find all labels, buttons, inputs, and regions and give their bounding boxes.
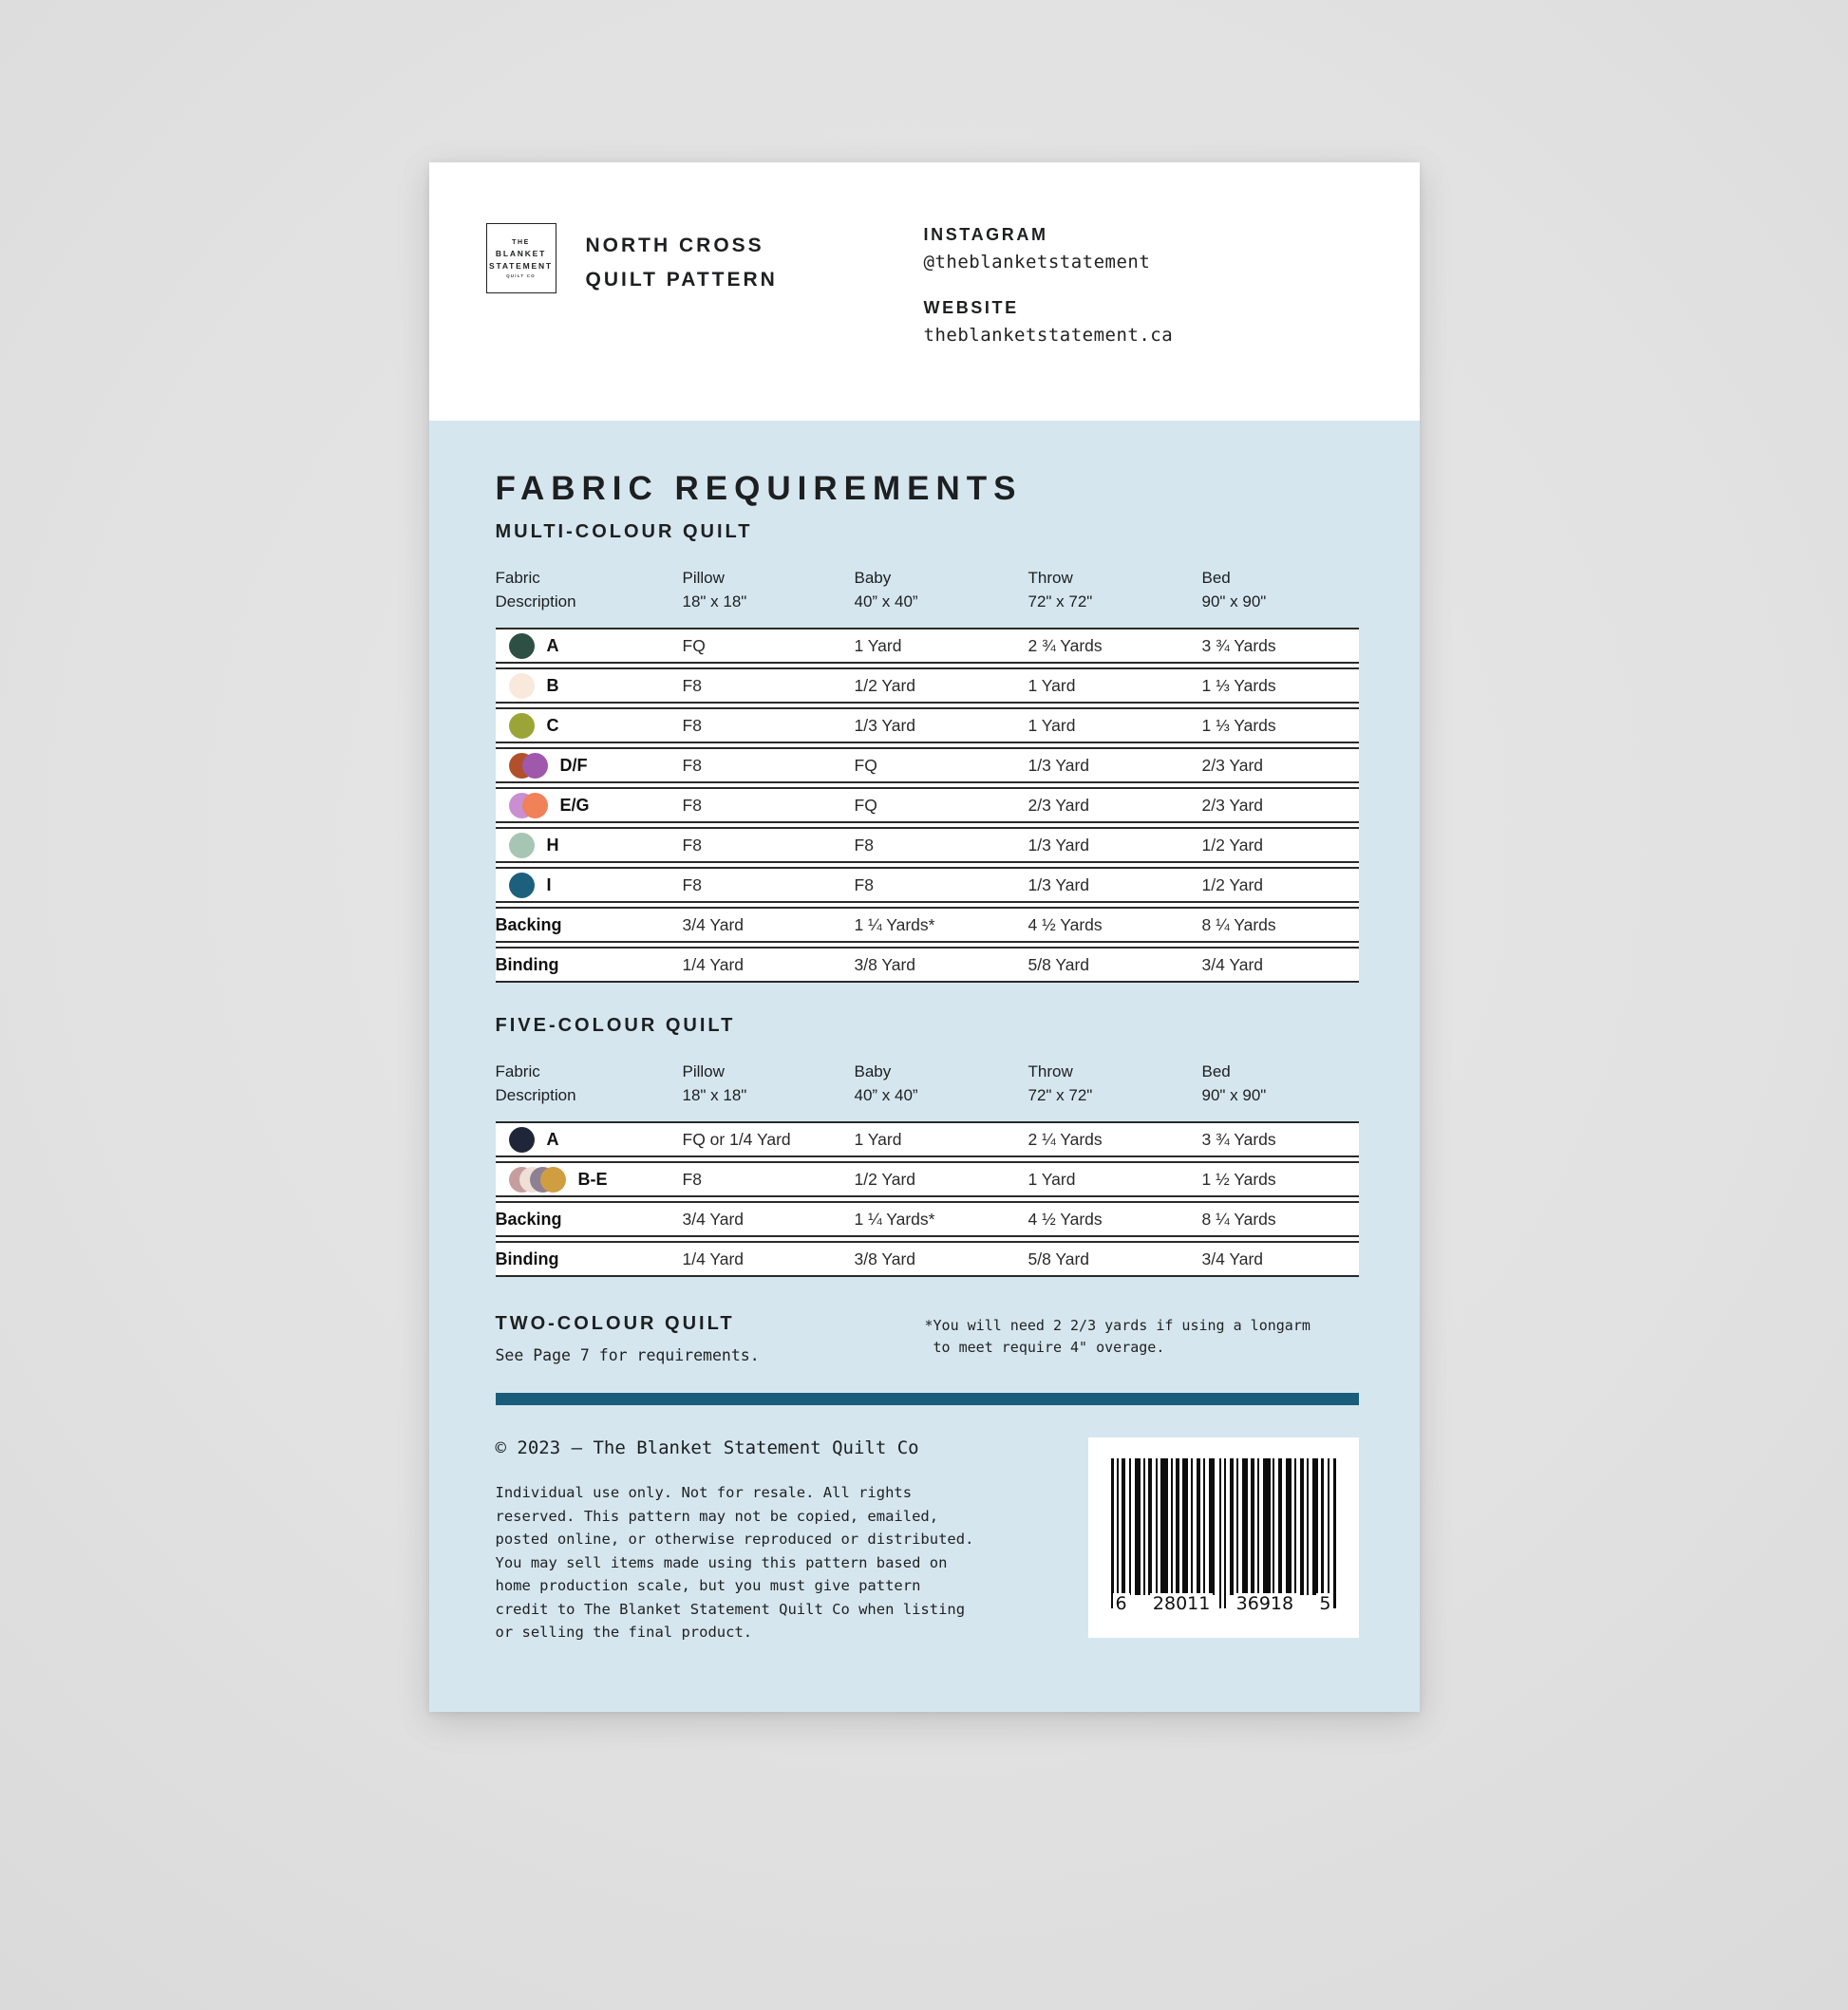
website-label: WEBSITE	[923, 298, 1019, 317]
five-colour-quilt-heading: FIVE-COLOUR QUILT	[495, 1015, 736, 1036]
pillow-value: F8	[682, 795, 702, 815]
baby-value: 1/2 Yard	[854, 675, 916, 695]
bed-value: 1 ½ Yards	[1201, 1169, 1276, 1189]
pillow-value: 1/4 Yard	[682, 954, 745, 974]
five-colour-table	[496, 1121, 1359, 1277]
backing-row	[496, 1201, 1359, 1237]
pillow-value: F8	[682, 1169, 702, 1189]
throw-value: 1 Yard	[1028, 715, 1076, 735]
page-title: FABRIC REQUIREMENTS	[495, 470, 1023, 507]
logo-text: THE	[512, 238, 530, 246]
col-header-fabric: Fabric Description	[495, 1062, 576, 1104]
bed-value: 1 ⅓ Yards	[1201, 715, 1276, 735]
fabric-i-swatch	[509, 873, 535, 898]
baby-value: FQ	[854, 795, 877, 815]
throw-value: 2/3 Yard	[1028, 795, 1090, 815]
fabric-requirements-section	[429, 470, 1420, 1644]
barcode	[1088, 1437, 1359, 1638]
table-header	[496, 1060, 1359, 1107]
color-dot	[509, 833, 535, 858]
fabric-label: B	[546, 675, 559, 695]
col-header-baby: Baby 40” x 40”	[854, 569, 918, 611]
copyright-line: © 2023 – The Blanket Statement Quilt Co	[495, 1437, 919, 1458]
fabric-row-df	[496, 747, 1359, 783]
color-dot	[540, 1167, 566, 1193]
color-dot	[509, 873, 535, 898]
fabric-row-a	[496, 628, 1359, 664]
two-colour-quilt-heading: TWO-COLOUR QUILT	[495, 1313, 735, 1334]
throw-value: 1/3 Yard	[1028, 755, 1090, 775]
bed-value: 1/2 Yard	[1201, 874, 1264, 894]
backing-label: Backing	[495, 914, 562, 934]
fabric-label: C	[546, 715, 559, 735]
pillow-value: F8	[682, 715, 702, 735]
logo-text: STATEMENT	[489, 260, 553, 271]
multi-colour-quilt-heading: MULTI-COLOUR QUILT	[495, 521, 753, 542]
baby-value: 1/2 Yard	[854, 1169, 916, 1189]
pillow-value: F8	[682, 835, 702, 855]
backing-label: Backing	[495, 1209, 562, 1229]
pattern-title-line2: QUILT PATTERN	[585, 269, 778, 291]
baby-value: 1/3 Yard	[854, 715, 916, 735]
fabric-row-b	[496, 667, 1359, 704]
throw-value: 5/8 Yard	[1028, 1249, 1090, 1268]
fabric-row-i	[496, 867, 1359, 903]
fabric-h-swatch	[509, 833, 535, 858]
two-colour-quilt-block	[496, 1313, 925, 1364]
bottom-row	[496, 1313, 1359, 1364]
binding-row	[496, 1241, 1359, 1277]
color-dot	[509, 713, 535, 739]
multi-colour-table	[496, 628, 1359, 983]
baby-value: 1 ¼ Yards*	[854, 914, 935, 934]
col-header-throw: Throw 72" x 72"	[1028, 569, 1093, 611]
instagram-block	[924, 225, 1174, 272]
bed-value: 2/3 Yard	[1201, 795, 1264, 815]
baby-value: 1 Yard	[854, 635, 902, 655]
brand-logo	[486, 223, 556, 293]
bed-value: 1 ⅓ Yards	[1201, 675, 1276, 695]
instagram-label: INSTAGRAM	[923, 225, 1048, 244]
instagram-handle[interactable]: @theblanketstatement	[923, 252, 1151, 272]
logo-text: QUILT CO	[506, 272, 536, 278]
fabric-row-a5	[496, 1121, 1359, 1157]
throw-value: 5/8 Yard	[1028, 954, 1090, 974]
footnote-line2: to meet require 4" overage.	[924, 1339, 1165, 1356]
throw-value: 1/3 Yard	[1028, 835, 1090, 855]
pillow-value: F8	[682, 755, 702, 775]
bed-value: 3/4 Yard	[1201, 1249, 1264, 1268]
fabric-a5-swatch	[509, 1127, 535, 1153]
pillow-value: 1/4 Yard	[682, 1249, 745, 1268]
contact-info	[924, 225, 1174, 346]
bed-value: 1/2 Yard	[1201, 835, 1264, 855]
bed-value: 8 ¼ Yards	[1201, 1209, 1276, 1229]
baby-value: 1 Yard	[854, 1129, 902, 1149]
fabric-b-swatch	[509, 673, 535, 699]
baby-value: F8	[854, 835, 874, 855]
pillow-value: FQ	[682, 635, 706, 655]
baby-value: F8	[854, 874, 874, 894]
pattern-back-cover	[429, 162, 1420, 1712]
color-dot	[509, 633, 535, 659]
fabric-be-swatch	[509, 1167, 566, 1193]
binding-label: Binding	[495, 1249, 559, 1268]
col-header-bed: Bed 90" x 90"	[1201, 1062, 1267, 1104]
pillow-value: F8	[682, 675, 702, 695]
bed-value: 2/3 Yard	[1201, 755, 1264, 775]
col-header-pillow: Pillow 18" x 18"	[682, 1062, 747, 1104]
fabric-row-eg	[496, 787, 1359, 823]
fabric-df-swatch	[509, 753, 548, 779]
teal-divider	[496, 1393, 1359, 1405]
pillow-value: F8	[682, 874, 702, 894]
bed-value: 8 ¼ Yards	[1201, 914, 1276, 934]
col-header-throw: Throw 72" x 72"	[1028, 1062, 1093, 1104]
header	[429, 162, 1420, 421]
fabric-label: H	[546, 835, 559, 855]
color-dot	[509, 1127, 535, 1153]
throw-value: 1 Yard	[1028, 675, 1076, 695]
logo-text: BLANKET	[495, 248, 547, 258]
longarm-footnote	[925, 1313, 1359, 1364]
copyright-block	[496, 1437, 1028, 1644]
fabric-label: D/F	[559, 755, 588, 775]
barcode-bars	[1111, 1458, 1336, 1608]
baby-value: 3/8 Yard	[854, 1249, 916, 1268]
barcode-number: 6 28011 36918 5	[1111, 1593, 1336, 1614]
fabric-eg-swatch	[509, 793, 548, 818]
legal-text: Individual use only. Not for resale. All rights reserved. This pattern may not be copied, emailed, posted online, or otherwise reproduced or distributed. You may sell items made using this pattern based on home production scale, but you must give pattern credit to The Blanket Statement Quilt Co when listing or selling the final product.	[495, 1484, 974, 1641]
throw-value: 2 ¾ Yards	[1028, 635, 1103, 655]
col-header-bed: Bed 90" x 90"	[1201, 569, 1267, 611]
fabric-label: A	[546, 1129, 559, 1149]
throw-value: 4 ½ Yards	[1028, 1209, 1103, 1229]
fabric-label: A	[546, 635, 559, 655]
two-colour-note: See Page 7 for requirements.	[495, 1346, 760, 1364]
pillow-value: 3/4 Yard	[682, 914, 745, 934]
fabric-a-swatch	[509, 633, 535, 659]
fabric-row-h	[496, 827, 1359, 863]
binding-label: Binding	[495, 954, 559, 974]
pillow-value: 3/4 Yard	[682, 1209, 745, 1229]
backing-row	[496, 907, 1359, 943]
throw-value: 4 ½ Yards	[1028, 914, 1103, 934]
website-block	[924, 298, 1174, 346]
footer	[496, 1437, 1359, 1644]
pattern-title-line1: NORTH CROSS	[585, 235, 764, 256]
fabric-label: I	[546, 874, 552, 894]
bed-value: 3 ¾ Yards	[1201, 635, 1276, 655]
fabric-c-swatch	[509, 713, 535, 739]
fabric-label: B-E	[577, 1169, 608, 1189]
bed-value: 3 ¾ Yards	[1201, 1129, 1276, 1149]
bed-value: 3/4 Yard	[1201, 954, 1264, 974]
baby-value: FQ	[854, 755, 877, 775]
color-dot	[522, 753, 548, 779]
footnote-line1: *You will need 2 2/3 yards if using a longarm	[924, 1317, 1311, 1334]
col-header-baby: Baby 40” x 40”	[854, 1062, 918, 1104]
color-dot	[522, 793, 548, 818]
throw-value: 1 Yard	[1028, 1169, 1076, 1189]
fabric-label: E/G	[559, 795, 590, 815]
throw-value: 2 ¼ Yards	[1028, 1129, 1103, 1149]
col-header-fabric: Fabric Description	[495, 569, 576, 611]
binding-row	[496, 947, 1359, 983]
throw-value: 1/3 Yard	[1028, 874, 1090, 894]
pillow-value: FQ or 1/4 Yard	[682, 1129, 791, 1149]
table-header	[496, 566, 1359, 613]
fabric-row-be	[496, 1161, 1359, 1197]
baby-value: 3/8 Yard	[854, 954, 916, 974]
col-header-pillow: Pillow 18" x 18"	[682, 569, 747, 611]
pattern-title	[586, 229, 778, 297]
fabric-row-c	[496, 707, 1359, 743]
website-url[interactable]: theblanketstatement.ca	[923, 325, 1174, 346]
baby-value: 1 ¼ Yards*	[854, 1209, 935, 1229]
color-dot	[509, 673, 535, 699]
